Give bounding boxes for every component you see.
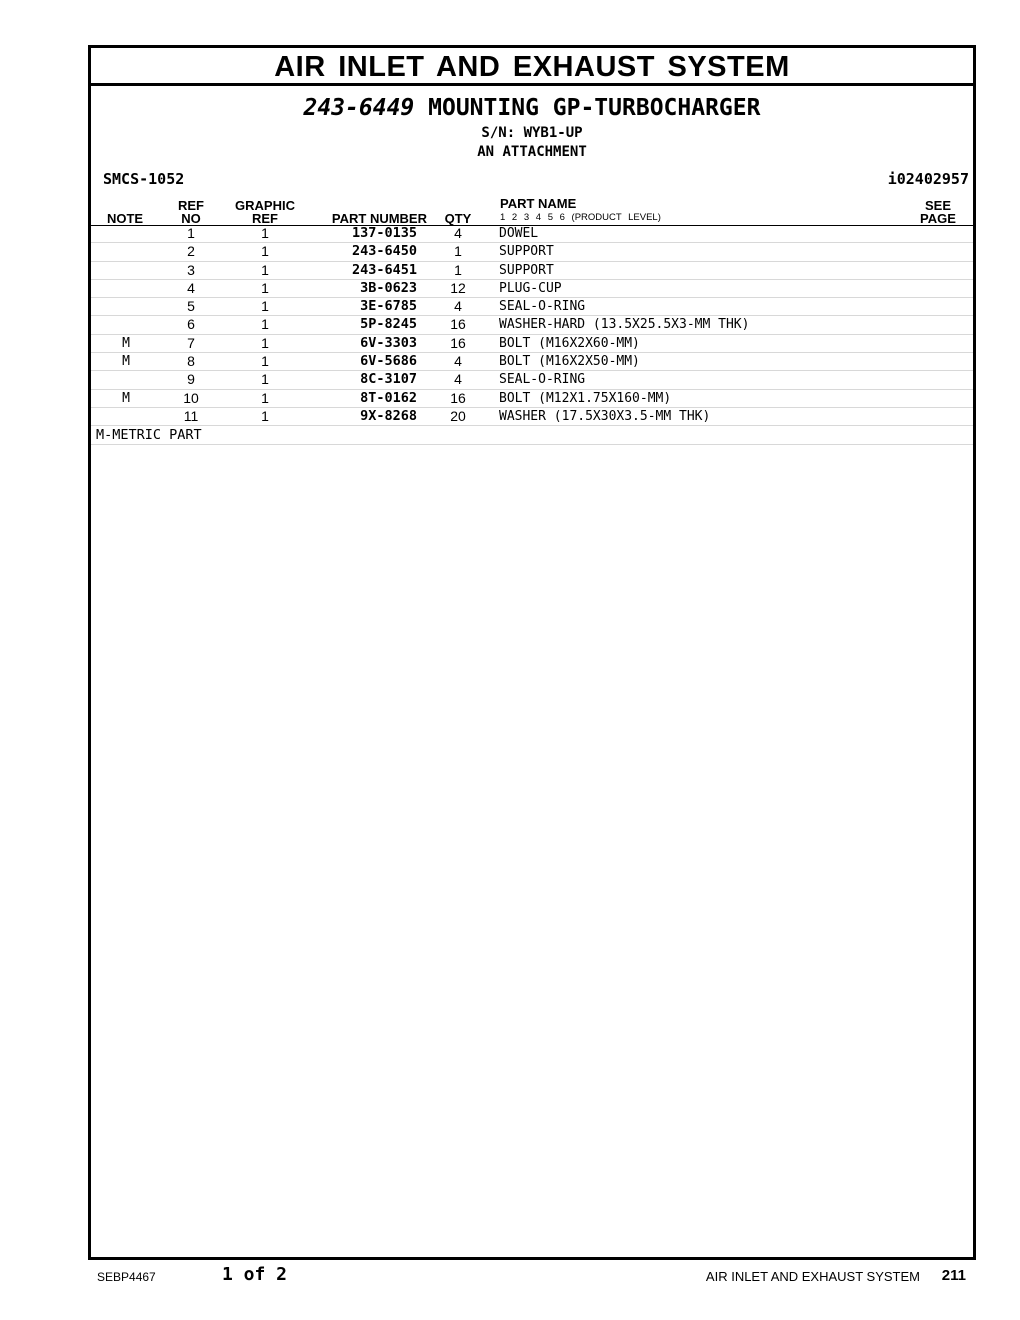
row-graphic-ref: 1 (261, 279, 269, 296)
group-title (91, 94, 973, 122)
row-ref-no: 3 (187, 261, 195, 278)
row-graphic-ref: 1 (261, 371, 269, 388)
table-row (91, 262, 973, 280)
parts-table-body (91, 225, 973, 445)
row-ref-no: 2 (187, 243, 195, 260)
row-note: M (122, 390, 130, 406)
row-ref-no: 10 (183, 389, 199, 406)
row-part-name: BOLT (M12X1.75X160-MM) (499, 390, 672, 406)
row-part-number: 3E-6785 (360, 298, 417, 315)
row-graphic-ref: 1 (261, 353, 269, 370)
row-part-name: BOLT (M16X2X60-MM) (499, 335, 640, 351)
group-number: 243-6449 (303, 95, 415, 121)
smcs-code: SMCS-1052 (103, 170, 185, 188)
row-part-name: WASHER (17.5X30X3.5-MM THK) (499, 408, 711, 424)
table-row (91, 225, 973, 243)
row-graphic-ref: 1 (261, 225, 269, 241)
section-title: AIR INLET AND EXHAUST SYSTEM (91, 48, 973, 86)
row-part-number: 3B-0623 (360, 279, 417, 296)
row-ref-no: 5 (187, 298, 195, 315)
row-qty: 1 (454, 261, 462, 278)
row-ref-no: 9 (187, 371, 195, 388)
table-row (91, 243, 973, 261)
row-part-number: 8T-0162 (360, 389, 417, 406)
footer-section-name: AIR INLET AND EXHAUST SYSTEM (705, 1269, 920, 1284)
row-part-number: 6V-3303 (360, 334, 417, 351)
table-row (91, 390, 973, 408)
table-row (91, 335, 973, 353)
header-qty: QTY (444, 211, 472, 226)
row-part-number: 5P-8245 (360, 316, 417, 333)
row-qty: 4 (454, 225, 462, 241)
group-name: MOUNTING GP-TURBOCHARGER (428, 95, 761, 121)
footnote-row (91, 426, 973, 445)
row-qty: 4 (454, 298, 462, 315)
row-qty: 20 (450, 407, 466, 424)
parts-page-frame (88, 45, 976, 1260)
header-graphic-top: GRAPHIC (235, 198, 295, 213)
header-part-name: PART NAME (500, 196, 577, 211)
row-graphic-ref: 1 (261, 407, 269, 424)
row-qty: 1 (454, 243, 462, 260)
table-row (91, 408, 973, 426)
row-qty: 12 (450, 279, 466, 296)
header-ref-top: REF (178, 198, 204, 213)
row-part-name: DOWEL (499, 226, 539, 241)
row-part-number: 6V-5686 (360, 353, 417, 370)
row-part-number: 8C-3107 (360, 371, 417, 388)
table-header (91, 191, 973, 226)
row-qty: 16 (450, 334, 466, 351)
serial-number: S/N: WYB1-UP (481, 125, 583, 141)
header-part-number: PART NUMBER (331, 211, 427, 226)
metric-footnote: M-METRIC PART (96, 427, 202, 444)
row-part-number: 243-6450 (351, 243, 417, 260)
header-see-bottom: PAGE (920, 211, 956, 226)
row-graphic-ref: 1 (261, 261, 269, 278)
row-graphic-ref: 1 (261, 316, 269, 333)
row-part-name: SEAL-O-RING (499, 299, 586, 315)
table-row (91, 280, 973, 298)
row-qty: 16 (450, 316, 466, 333)
row-part-number: 137-0135 (351, 225, 417, 241)
row-note: M (122, 354, 130, 370)
document-number: SEBP4467 (97, 1270, 156, 1284)
row-ref-no: 8 (187, 353, 195, 370)
row-part-name: SEAL-O-RING (499, 372, 586, 388)
row-qty: 4 (454, 371, 462, 388)
row-qty: 16 (450, 389, 466, 406)
row-part-number: 243-6451 (351, 261, 417, 278)
header-see-top: SEE (924, 198, 951, 213)
header-ref-bottom: NO (181, 211, 201, 226)
header-product-levels: 1 2 3 4 5 6 (PRODUCT LEVEL) (500, 212, 661, 223)
attachment-label: AN ATTACHMENT (477, 144, 587, 160)
row-ref-no: 11 (183, 407, 199, 424)
page-number: 211 (941, 1267, 966, 1284)
row-ref-no: 6 (187, 316, 195, 333)
row-part-number: 9X-8268 (360, 407, 417, 424)
row-graphic-ref: 1 (261, 243, 269, 260)
row-graphic-ref: 1 (261, 298, 269, 315)
table-row (91, 316, 973, 334)
row-ref-no: 7 (187, 334, 195, 351)
row-ref-no: 1 (187, 225, 195, 241)
row-qty: 4 (454, 353, 462, 370)
table-row (91, 298, 973, 316)
row-graphic-ref: 1 (261, 334, 269, 351)
header-note: NOTE (106, 211, 144, 226)
table-row (91, 371, 973, 389)
table-row (91, 353, 973, 371)
illustration-id: i02402957 (887, 170, 969, 188)
row-graphic-ref: 1 (261, 389, 269, 406)
row-part-name: PLUG-CUP (499, 280, 562, 296)
row-ref-no: 4 (187, 279, 195, 296)
header-graphic-bottom: REF (252, 211, 278, 226)
row-part-name: SUPPORT (499, 244, 554, 260)
row-part-name: WASHER-HARD (13.5X25.5X3-MM THK) (499, 317, 750, 333)
row-part-name: BOLT (M16X2X50-MM) (499, 354, 640, 370)
row-note: M (122, 335, 130, 351)
row-part-name: SUPPORT (499, 262, 554, 278)
page-of-indicator: 1 of 2 (222, 1264, 288, 1285)
